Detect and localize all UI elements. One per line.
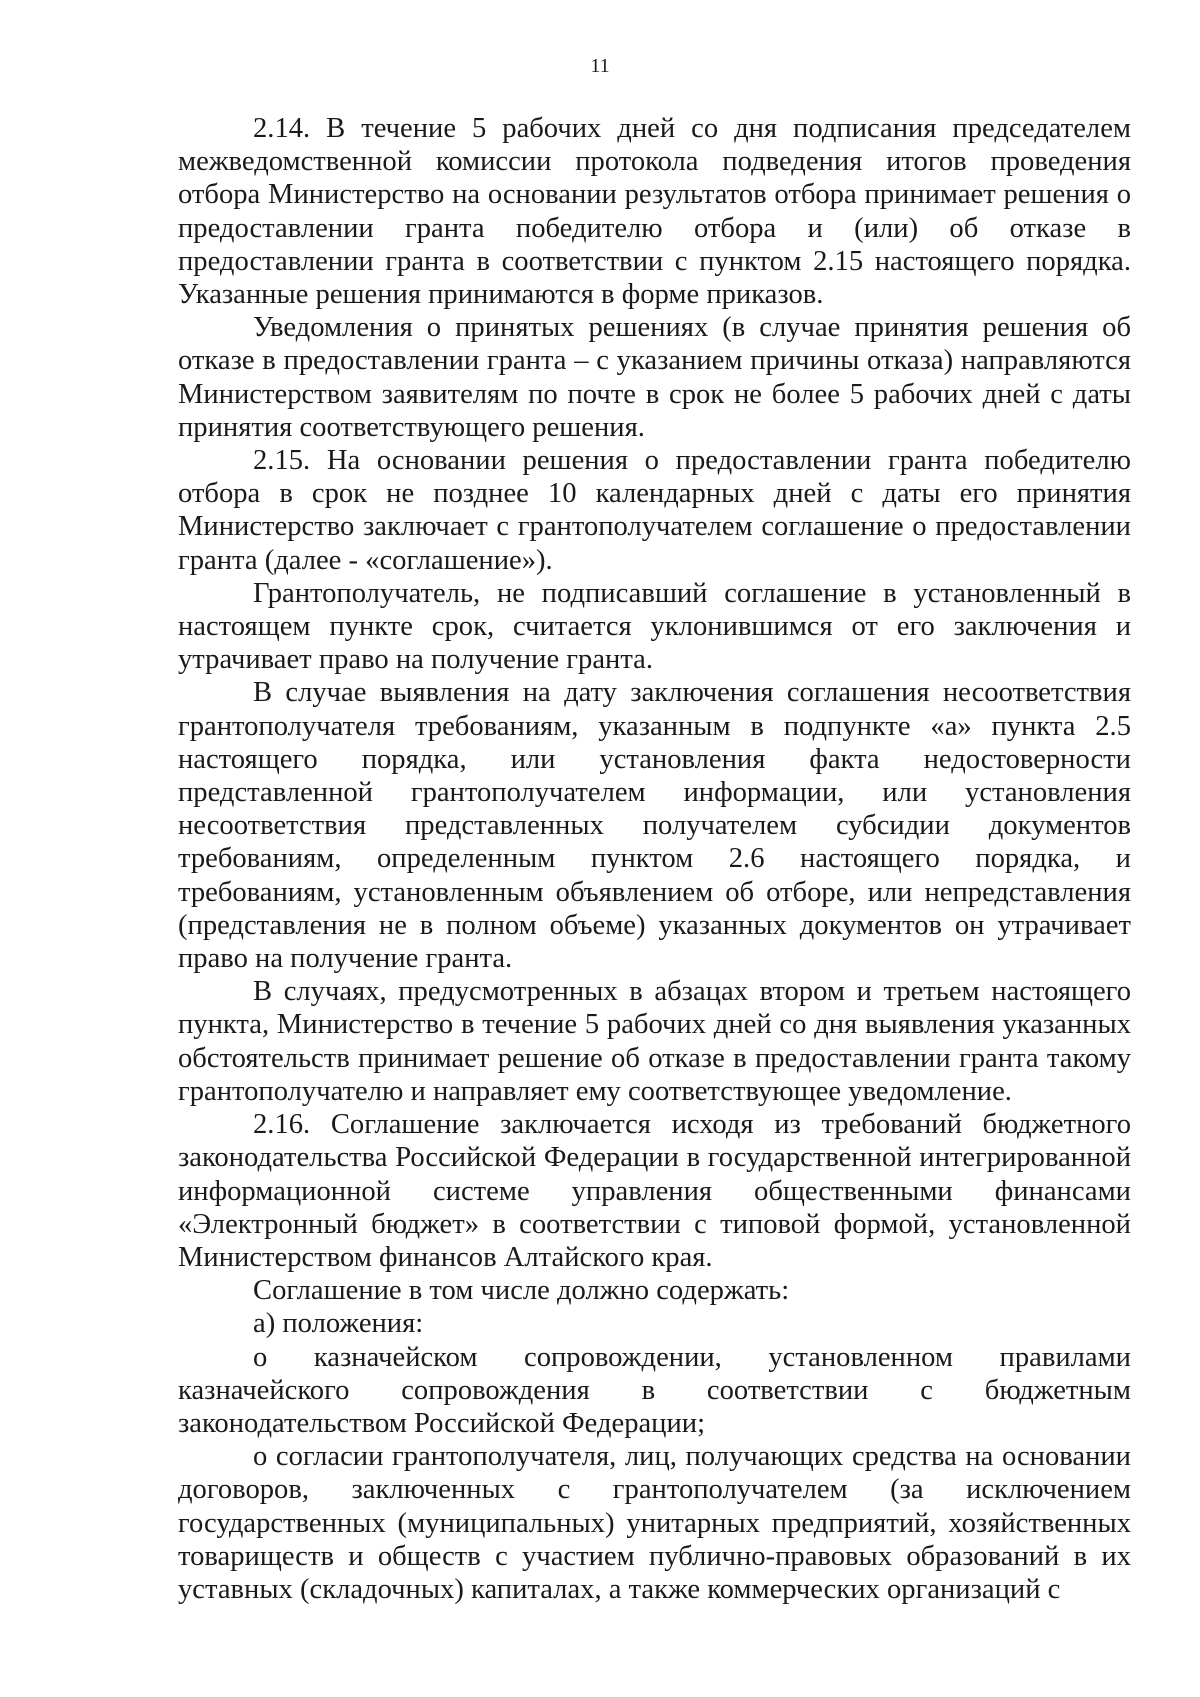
page-number: 11 xyxy=(590,55,610,77)
paragraph-2-15: 2.15. На основании решения о предоставлении гранта победителю отбора в срок не позднее 10 календарных дней с даты его принятия Министерство заключает с грантополучателем соглашение о предоставлении гранта (далее - «соглашение»). xyxy=(178,445,1131,576)
paragraph-nonconformity: В случае выявления на дату заключения соглашения несоответствия грантополучателя требованиям, указанным в подпункте «а» пункта 2.5 настоящего порядка, или установления факта недостоверности представленной грантополучателем информации, или установления несоответствия представленных получателем субсидии документов требованиям, определенным пунктом 2.6 настоящего порядка, и требованиям, установленным объявлением об отборе, или непредставления (представления не в полном объеме) указанных документов он утрачивает право на получение гранта. xyxy=(178,677,1131,975)
paragraph-refusal-decision: В случаях, предусмотренных в абзацах втором и третьем настоящего пункта, Министерство в течение 5 рабочих дней со дня выявления указанных обстоятельств принимает решение об отказе в предоставлении гранта такому грантополучателю и направляет ему соответствующее уведомление. xyxy=(178,976,1131,1107)
paragraph-2-14: 2.14. В течение 5 рабочих дней со дня подписания председателем межведомственной комиссии протокола подведения итогов проведения отбора Министерство на основании результатов отбора принимает решения о предоставлении гранта победителю отбора и (или) об отказе в предоставлении гранта в соответствии с пунктом 2.15 настоящего порядка. Указанные решения принимаются в форме приказов. xyxy=(178,113,1131,311)
document-body xyxy=(178,112,1131,1606)
paragraph-item-a: а) положения: xyxy=(253,1308,424,1340)
paragraph-agreement-contents: Соглашение в том числе должно содержать: xyxy=(253,1275,790,1307)
paragraph-grantee-consent: о согласии грантополучателя, лиц, получающих средства на основании договоров, заключенных с грантополучателем (за исключением государственных (муниципальных) унитарных предприятий, хозяйственных товариществ и обществ с участием публично-правовых образований в их уставных (складочных) капиталах, а также коммерческих организаций с xyxy=(178,1441,1131,1605)
paragraph-grantee-refusal: Грантополучатель, не подписавший соглашение в установленный в настоящем пункте срок, считается уклонившимся от его заключения и утрачивает право на получение гранта. xyxy=(178,577,1131,676)
paragraph-notifications: Уведомления о принятых решениях (в случае принятия решения об отказе в предоставлении гранта – с указанием причины отказа) направляются Министерством заявителям по почте в срок не более 5 рабочих дней с даты принятия соответствующего решения. xyxy=(178,312,1131,443)
paragraph-treasury-support: о казначейском сопровождении, установленном правилами казначейского сопровождения в соответствии с бюджетным законодательством Российской Федерации; xyxy=(178,1341,1131,1439)
paragraph-2-16: 2.16. Соглашение заключается исходя из требований бюджетного законодательства Российской Федерации в государственной интегрированной информационной системе управления общественными финансами «Электронный бюджет» в соответствии с типовой формой, установленной Министерством финансов Алтайского края. xyxy=(178,1109,1131,1273)
